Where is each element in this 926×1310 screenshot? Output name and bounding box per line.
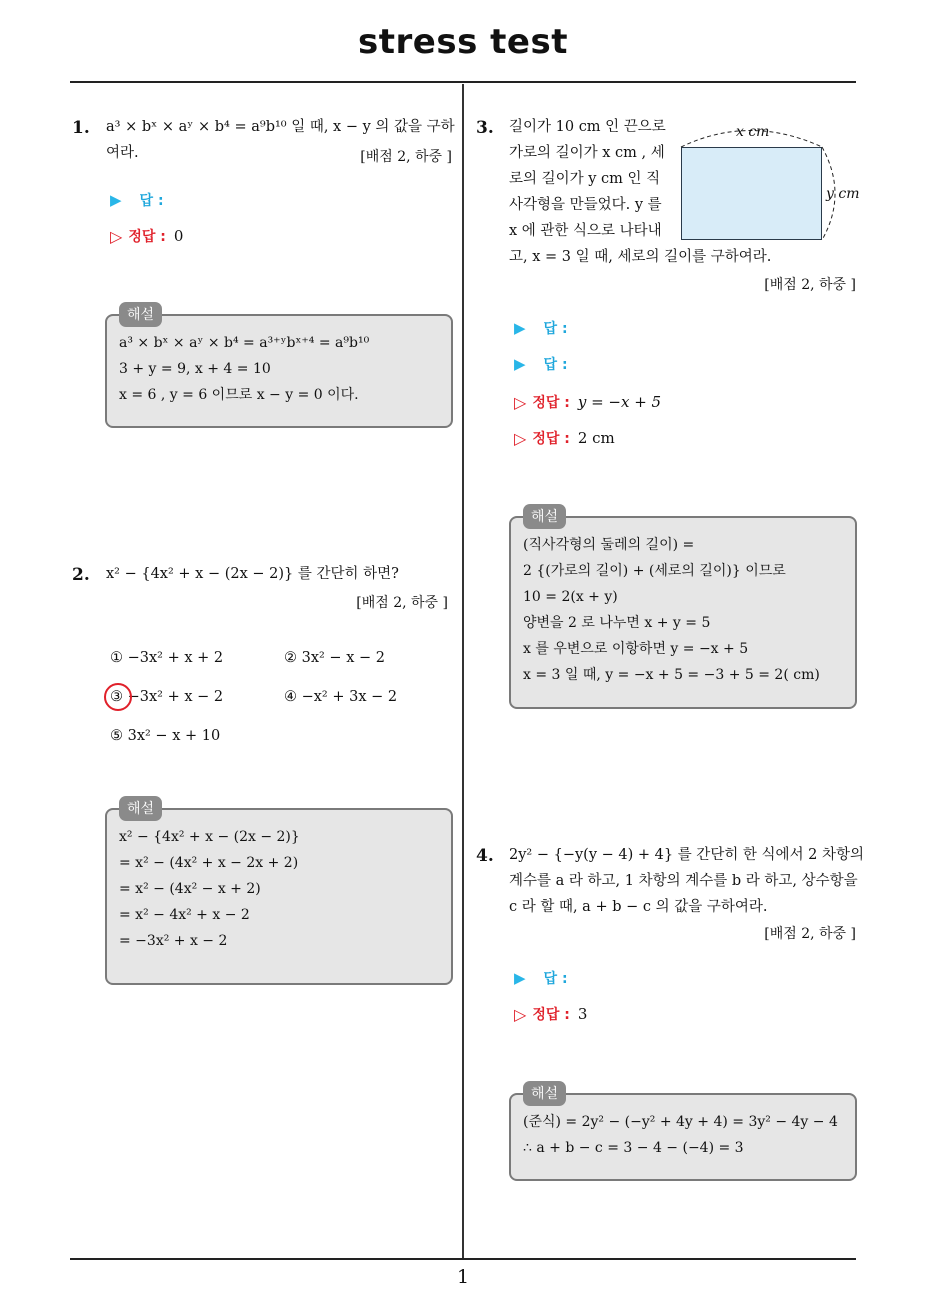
correct-label: 정답 : [532,395,570,411]
question-2-text [106,561,399,587]
question-4-explanation-box [509,1093,857,1181]
question-1-points: [배점 2, 하중 ] [360,149,452,165]
question-1-explanation-box [105,314,453,428]
question-4-points: [배점 2, 하중 ] [764,926,856,942]
outline-triangle-icon: ▷ [110,226,123,246]
question-1-correct-row [110,226,183,246]
correct-value: 3 [577,1005,588,1023]
correct-value: 0 [173,227,184,245]
explanation-line: a³ × bˣ × aʸ × b⁴ = a³⁺ʸbˣ⁺⁴ = a⁹b¹⁰ [119,335,370,351]
explanation-tag: 해설 [523,504,566,529]
explanation-line: x² − {4x² + x − (2x − 2)} [119,829,300,845]
choice-4[interactable]: ④ −x² + 3x − 2 [284,689,398,705]
question-3-line: 가로의 길이가 x cm , 세 [509,145,665,161]
question-3-points: [배점 2, 하중 ] [764,277,856,293]
explanation-line: ∴ a + b − c = 3 − 4 − (−4) = 3 [523,1140,744,1156]
explanation-line: = x² − 4x² + x − 2 [119,907,250,923]
play-triangle-icon: ▶ [514,355,526,373]
question-3-correct-row [514,392,661,412]
question-4-number: 4. [476,846,494,866]
header-rule [70,81,856,83]
question-1-line: 여라. [106,145,139,161]
choice-2[interactable]: ② 3x² − x − 2 [284,650,385,666]
question-2-number: 2. [72,565,90,585]
question-3-line: 길이가 10 cm 인 끈으로 [509,119,666,135]
explanation-line: x 를 우변으로 이항하면 y = −x + 5 [523,641,749,657]
height-label: y cm [826,186,860,202]
answer-label: 답 : [139,193,164,209]
answer-label: 답 : [543,357,568,373]
question-1-number: 1. [72,118,90,138]
question-3-number: 3. [476,118,494,138]
outline-triangle-icon: ▷ [514,1004,527,1024]
outline-triangle-icon: ▷ [514,428,527,448]
page-number: 1 [456,1266,470,1288]
explanation-line: (직사각형의 둘레의 길이) = [523,537,695,553]
question-4-line: 2y² − {−y(y − 4) + 4} 를 간단히 한 식에서 2 차항의 [509,847,865,863]
choice-3[interactable]: ③ −3x² + x − 2 [110,689,224,705]
question-3-line: 로의 길이가 y cm 인 직 [509,171,661,187]
question-4-text [509,842,864,920]
question-3-answer-row [514,318,568,338]
play-triangle-icon: ▶ [110,191,122,209]
correct-label: 정답 : [532,1007,570,1023]
question-4-answer-row [514,968,568,988]
explanation-line: (준식) = 2y² − (−y² + 4y + 4) = 3y² − 4y − 4 [523,1114,838,1130]
explanation-line: x = 6 , y = 6 이므로 x − y = 0 이다. [119,387,359,403]
question-2-points: [배점 2, 하중 ] [356,595,448,611]
explanation-line: x = 3 일 때, y = −x + 5 = −3 + 5 = 2( cm) [523,667,820,683]
correct-label: 정답 : [532,431,570,447]
question-3-line: x 에 관한 식으로 나타내 [509,223,662,239]
correct-label: 정답 : [128,229,166,245]
selected-answer-circle [104,683,132,711]
question-3-answer-row [514,354,568,374]
outline-triangle-icon: ▷ [514,392,527,412]
explanation-line: 3 + y = 9, x + 4 = 10 [119,361,271,377]
question-2-explanation-box [105,808,453,985]
question-1-answer-row [110,190,164,210]
footer-rule [70,1258,856,1260]
choice-5[interactable]: ⑤ 3x² − x + 10 [110,728,221,744]
explanation-tag: 해설 [119,302,162,327]
page-title: stress test [358,22,568,62]
question-1-line: a³ × bˣ × aʸ × b⁴ = a⁹b¹⁰ 일 때, x − y 의 값을 구하 [106,119,455,135]
explanation-line: 10 = 2(x + y) [523,589,618,605]
width-label: x cm [736,124,770,140]
explanation-line: = x² − (4x² + x − 2x + 2) [119,855,299,871]
answer-label: 답 : [543,971,568,987]
explanation-line: = x² − (4x² − x + 2) [119,881,261,897]
question-4-correct-row [514,1004,587,1024]
play-triangle-icon: ▶ [514,319,526,337]
question-3-line: 사각형을 만들었다. y 를 [509,197,662,213]
question-4-line: c 라 할 때, a + b − c 의 값을 구하여라. [509,899,768,915]
play-triangle-icon: ▶ [514,969,526,987]
question-3-explanation-box [509,516,857,709]
explanation-line: 양변을 2 로 나누면 x + y = 5 [523,615,711,631]
correct-value: y = −x + 5 [577,393,662,411]
question-3-line: 고, x = 3 일 때, 세로의 길이를 구하여라. [509,249,772,265]
explanation-tag: 해설 [523,1081,566,1106]
question-4-line: 계수를 a 라 하고, 1 차항의 계수를 b 라 하고, 상수항을 [509,873,858,889]
column-divider [462,84,464,1259]
explanation-line: 2 {(가로의 길이) + (세로의 길이)} 이므로 [523,563,786,579]
explanation-tag: 해설 [119,796,162,821]
choice-1[interactable]: ① −3x² + x + 2 [110,650,224,666]
explanation-line: = −3x² + x − 2 [119,933,228,949]
correct-value: 2 cm [577,429,615,447]
question-3-correct-row [514,428,615,448]
question-2-line: x² − {4x² + x − (2x − 2)} 를 간단히 하면? [106,566,399,582]
answer-label: 답 : [543,321,568,337]
